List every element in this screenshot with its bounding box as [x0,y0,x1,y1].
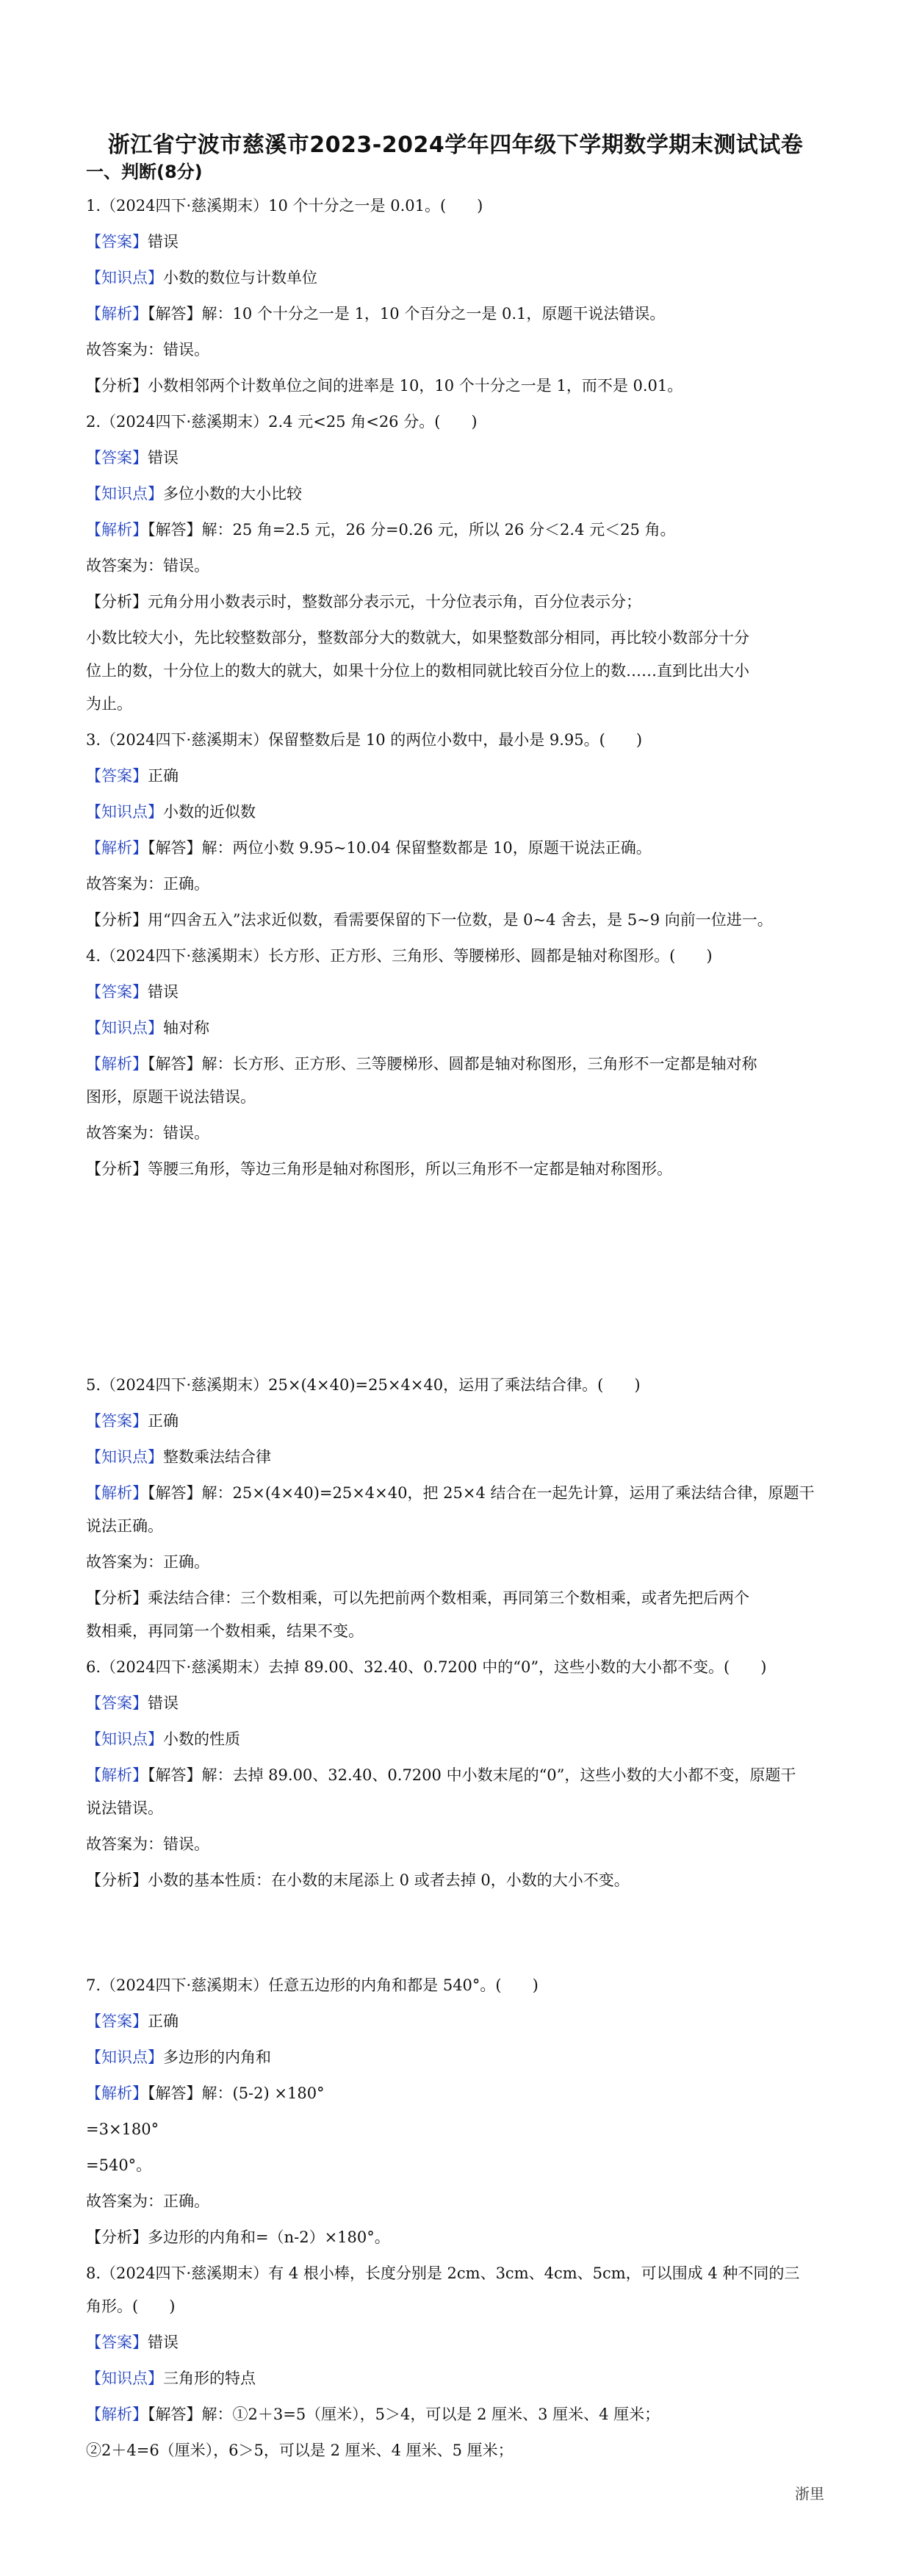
q6-fenxi-line [86,1869,828,1891]
q7-knowledge-line [86,2046,828,2068]
q5-answer-line [86,1410,828,1432]
q2-fenxi-cont-3: 为止。 [86,695,132,713]
question-6: 6.（2024四下·慈溪期末）去掉 89.00、32.40、0.7200 中的“0”，这些小数的大小都不变。( ) [86,1658,767,1676]
q1-knowledge: 小数的数位与计数单位 [163,269,317,287]
q3-analysis-line [86,837,828,859]
q2-analysis-line [86,519,828,541]
q8-step-2: ②2＋4=6（厘米），6＞5，可以是 2 厘米、4 厘米、5 厘米； [86,2442,514,2459]
q6-fenxi: 小数的基本性质：在小数的末尾添上 0 或者去掉 0，小数的大小不变。 [148,1871,630,1889]
q5-knowledge-line [86,1446,828,1468]
q7-answer: 正确 [148,2012,179,2030]
q7-fenxi: 多边形的内角和=（n-2）×180°。 [148,2228,390,2246]
q8-answer: 错误 [148,2334,179,2351]
q2-fenxi-line [86,591,828,613]
q4-conclusion: 故答案为：错误。 [86,1124,209,1142]
fenxi-tag: 【分析】 [86,377,148,395]
analysis-tag: 【解析】 [86,521,148,539]
q6-analysis-line [86,1764,828,1786]
q8-answer-line [86,2331,828,2353]
analysis-tag: 【解析】 [86,2406,148,2423]
analysis-tag: 【解析】 [86,1766,148,1784]
answer-tag: 【答案】 [86,233,148,251]
question-4: 4.（2024四下·慈溪期末）长方形、正方形、三角形、等腰梯形、圆都是轴对称图形。( ) [86,947,713,965]
q5-fenxi-cont: 数相乘，再同第一个数相乘，结果不变。 [86,1622,364,1640]
q2-fenxi-cont-2: 位上的数，十分位上的数大的就大，如果十分位上的数相同就比较百分位上的数……直到比出大小 [86,662,749,680]
q7-step-2: =3×180° [86,2120,159,2138]
q1-knowledge-line [86,267,828,289]
q3-knowledge: 小数的近似数 [163,803,256,821]
q6-answer: 错误 [148,1694,179,1712]
q3-fenxi: 用“四舍五入”法求近似数，看需要保留的下一位数，是 0~4 舍去，是 5~9 向前一位进一。 [148,911,773,929]
knowledge-tag: 【知识点】 [86,1448,163,1466]
question-2: 2.（2024四下·慈溪期末）2.4 元<25 角<26 分。( ) [86,413,478,431]
q3-answer-line [86,765,828,787]
q4-knowledge-line [86,1017,828,1039]
q2-knowledge-line [86,483,828,505]
q2-fenxi-cont-1: 小数比较大小，先比较整数部分，整数部分大的数就大，如果整数部分相同，再比较小数部分十分 [86,629,749,647]
q3-fenxi-line [86,909,828,931]
question-3: 3.（2024四下·慈溪期末）保留整数后是 10 的两位小数中，最小是 9.95。( ) [86,731,643,749]
q7-analysis: 【解答】解：(5-2) ×180° [148,2084,325,2102]
question-7: 7.（2024四下·慈溪期末）任意五边形的内角和都是 540°。( ) [86,1976,539,1994]
fenxi-tag: 【分析】 [86,1589,148,1607]
knowledge-tag: 【知识点】 [86,1019,163,1037]
q5-answer: 正确 [148,1412,179,1430]
q8-knowledge: 三角形的特点 [163,2370,256,2387]
q7-analysis-line [86,2082,828,2104]
q7-answer-line [86,2010,828,2032]
q4-fenxi: 等腰三角形，等边三角形是轴对称图形，所以三角形不一定都是轴对称图形。 [148,1160,672,1178]
question-8-cont: 角形。( ) [86,2298,176,2315]
q5-knowledge: 整数乘法结合律 [163,1448,271,1466]
q6-analysis: 【解答】解：去掉 89.00、32.40、0.7200 中小数末尾的“0”，这些小数的大小都不变，原题干 [148,1766,796,1784]
q2-knowledge: 多位小数的大小比较 [163,485,302,503]
q1-analysis-line [86,303,828,325]
analysis-tag: 【解析】 [86,1484,148,1502]
q1-analysis: 【解答】解：10 个十分之一是 1，10 个百分之一是 0.1，原题干说法错误。 [148,305,666,323]
analysis-tag: 【解析】 [86,839,148,857]
q3-analysis: 【解答】解：两位小数 9.95~10.04 保留整数都是 10，原题干说法正确。 [148,839,652,857]
knowledge-tag: 【知识点】 [86,803,163,821]
answer-tag: 【答案】 [86,2334,148,2351]
analysis-tag: 【解析】 [86,1055,148,1073]
q8-knowledge-line [86,2367,828,2389]
q5-analysis-cont: 说法正确。 [86,1517,163,1535]
answer-tag: 【答案】 [86,449,148,467]
q1-answer: 错误 [148,233,179,251]
q4-answer-line [86,981,828,1003]
q2-answer-line [86,447,828,469]
page-footer: 浙里 [795,2485,824,2503]
q1-fenxi-line [86,375,828,397]
answer-tag: 【答案】 [86,767,148,785]
analysis-tag: 【解析】 [86,305,148,323]
q5-analysis-line [86,1482,828,1504]
q1-fenxi: 小数相邻两个计数单位之间的进率是 10，10 个十分之一是 1，而不是 0.01。 [148,377,683,395]
q3-conclusion: 故答案为：正确。 [86,875,209,893]
q4-analysis-line [86,1053,828,1075]
q4-analysis: 【解答】解：长方形、正方形、三等腰梯形、圆都是轴对称图形，三角形不一定都是轴对称 [148,1055,757,1073]
q7-step-3: =540°。 [86,2156,152,2174]
q7-conclusion: 故答案为：正确。 [86,2192,209,2210]
q7-fenxi-line [86,2226,828,2248]
q3-knowledge-line [86,801,828,823]
q1-answer-line [86,231,828,253]
answer-tag: 【答案】 [86,2012,148,2030]
q6-knowledge-line [86,1728,828,1750]
q7-knowledge: 多边形的内角和 [163,2048,271,2066]
q5-fenxi-line [86,1587,828,1609]
q1-conclusion: 故答案为：错误。 [86,341,209,359]
section-heading: 一、判断(8分) [86,162,203,182]
q5-analysis: 【解答】解：25×(4×40)=25×4×40，把 25×4 结合在一起先计算，运用了乘法结合律，原题干 [148,1484,815,1502]
knowledge-tag: 【知识点】 [86,269,163,287]
q6-knowledge: 小数的性质 [163,1730,240,1748]
q5-fenxi: 乘法结合律：三个数相乘，可以先把前两个数相乘，再同第三个数相乘，或者先把后两个 [148,1589,749,1607]
q4-analysis-cont: 图形，原题干说法错误。 [86,1088,256,1106]
q6-conclusion: 故答案为：错误。 [86,1835,209,1853]
knowledge-tag: 【知识点】 [86,2370,163,2387]
answer-tag: 【答案】 [86,1694,148,1712]
q4-answer: 错误 [148,983,179,1001]
fenxi-tag: 【分析】 [86,2228,148,2246]
question-1: 1.（2024四下·慈溪期末）10 个十分之一是 0.01。( ) [86,197,483,215]
q8-analysis: 【解答】解：①2＋3=5（厘米），5＞4，可以是 2 厘米、3 厘米、4 厘米； [148,2406,660,2423]
q2-fenxi: 元角分用小数表示时，整数部分表示元，十分位表示角，百分位表示分； [148,593,641,611]
q2-answer: 错误 [148,449,179,467]
question-8: 8.（2024四下·慈溪期末）有 4 根小棒，长度分别是 2cm、3cm、4cm、5cm，可以围成 4 种不同的三 [86,2264,800,2282]
q2-conclusion: 故答案为：错误。 [86,557,209,575]
fenxi-tag: 【分析】 [86,593,148,611]
q2-analysis: 【解答】解：25 角=2.5 元，26 分=0.26 元，所以 26 分＜2.4 元＜25 角。 [148,521,676,539]
q6-answer-line [86,1692,828,1714]
answer-tag: 【答案】 [86,1412,148,1430]
page-title: 浙江省宁波市慈溪市2023-2024学年四年级下学期数学期末测试试卷 [107,132,804,158]
fenxi-tag: 【分析】 [86,1871,148,1889]
q6-analysis-cont: 说法错误。 [86,1799,163,1817]
analysis-tag: 【解析】 [86,2084,148,2102]
q4-knowledge: 轴对称 [163,1019,209,1037]
fenxi-tag: 【分析】 [86,911,148,929]
answer-tag: 【答案】 [86,983,148,1001]
fenxi-tag: 【分析】 [86,1160,148,1178]
q8-analysis-line [86,2403,828,2425]
question-5: 5.（2024四下·慈溪期末）25×(4×40)=25×4×40，运用了乘法结合律。( ) [86,1376,641,1394]
q4-fenxi-line [86,1158,828,1180]
q3-answer: 正确 [148,767,179,785]
knowledge-tag: 【知识点】 [86,1730,163,1748]
knowledge-tag: 【知识点】 [86,2048,163,2066]
q5-conclusion: 故答案为：正确。 [86,1553,209,1571]
knowledge-tag: 【知识点】 [86,485,163,503]
